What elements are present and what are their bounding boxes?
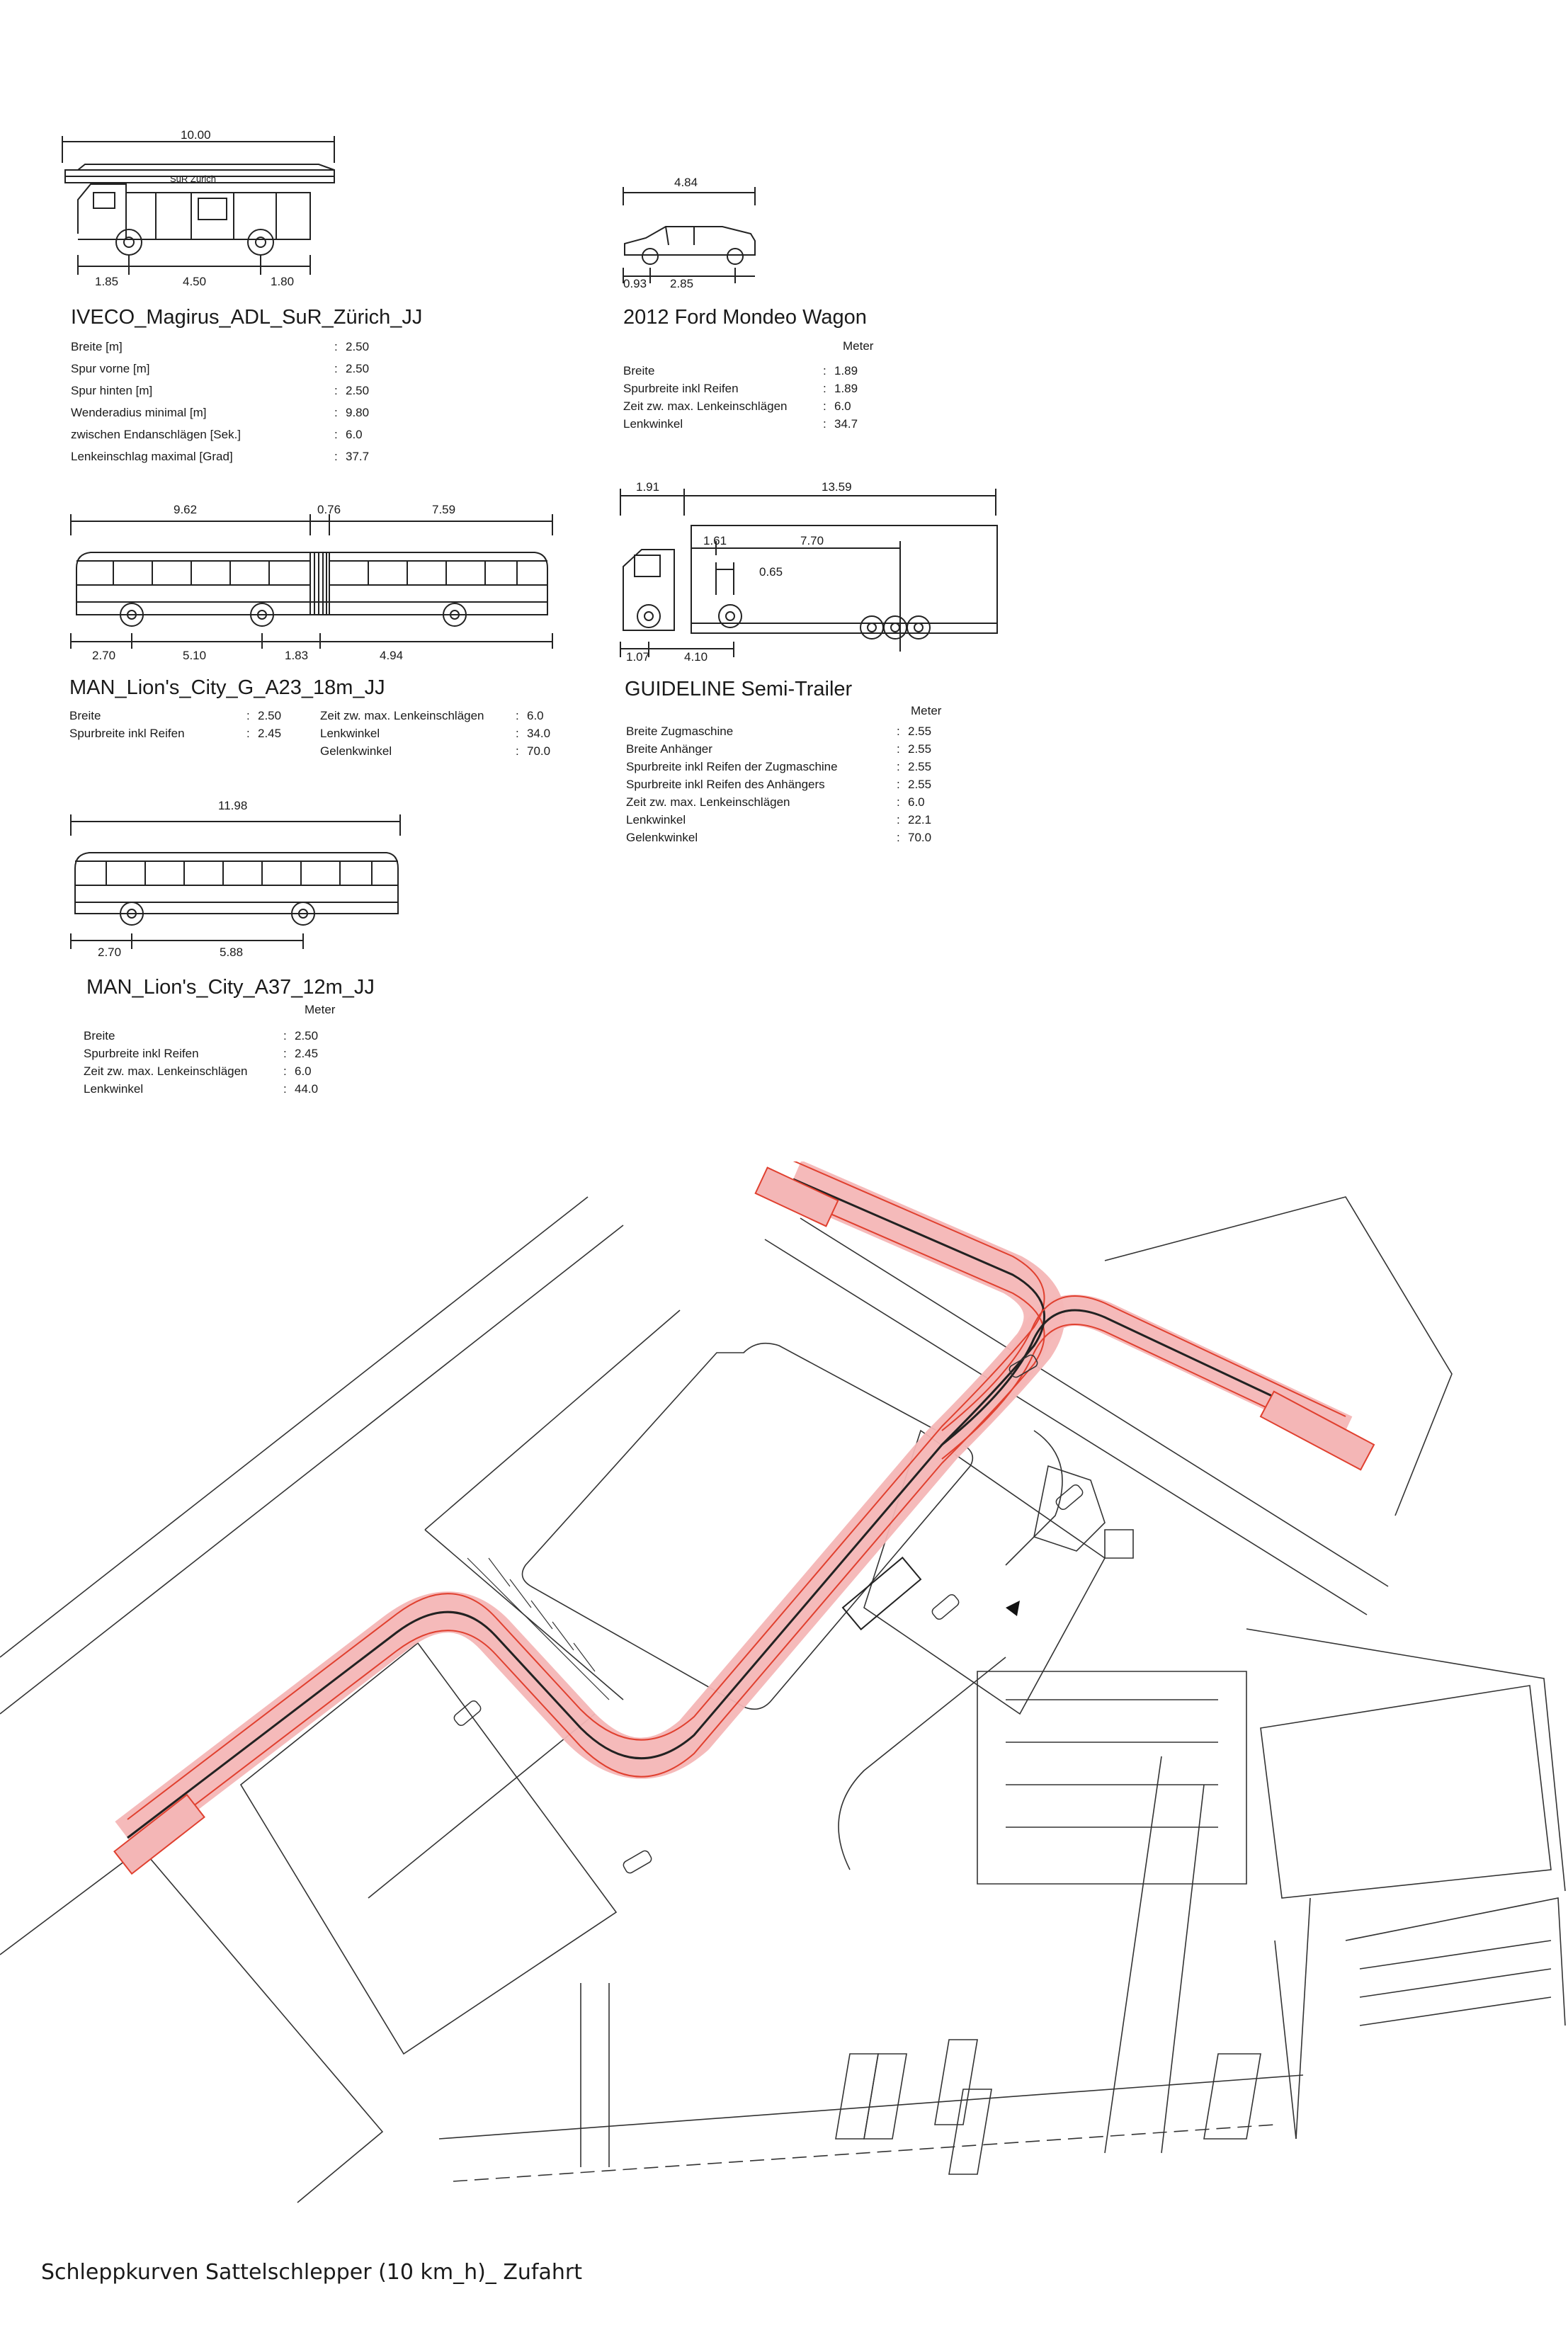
spec-label: Spur hinten [m] [71,384,153,397]
semi-drawing [613,482,1010,666]
spec-value: 1.89 [834,364,858,377]
ford-unit-label: Meter [843,339,874,353]
spec-label: Breite [623,364,655,377]
spec-label: Breite Anhänger [626,742,712,756]
spec-row: Spurbreite inkl Reifen der Zugmaschine : 2.55 [626,758,931,776]
spec-label: Gelenkwinkel [626,831,698,844]
spec-value: 6.0 [527,709,544,722]
spec-row: Lenkwinkel : 34.7 [623,415,858,433]
spec-label: zwischen Endanschlägen [Sek.] [71,428,242,441]
spec-label: Gelenkwinkel [320,744,392,758]
spec-value: 2.50 [295,1029,319,1043]
semi-axle-dim: 1.07 [626,650,650,664]
man12-drawing [64,800,432,963]
man12-overall-dim: 11.98 [218,799,248,812]
spec-row: Breite : 1.89 [623,362,858,380]
man12-title: MAN_Lion's_City_A37_12m_JJ [86,976,375,999]
spec-value: 2.50 [258,709,282,722]
spec-row: Spurbreite inkl Reifen : 1.89 [623,380,858,397]
spec-row: Zeit zw. max. Lenkeinschlägen : 6.0 [626,793,931,811]
spec-row: Breite : 2.50 [84,1027,318,1045]
semi-axle-dim: 4.10 [684,650,708,664]
spec-value: 2.50 [346,362,370,375]
spec-label: Spurbreite inkl Reifen des Anhängers [626,778,825,791]
spec-value: 34.7 [834,417,858,431]
spec-label: Lenkeinschlag maximal [Grad] [71,450,233,463]
semi-unit-label: Meter [911,704,942,717]
spec-label: Wenderadius minimal [m] [71,406,207,419]
spec-row: Spurbreite inkl Reifen : 2.45 [84,1045,318,1062]
iveco-axle-dim: 4.50 [183,275,207,288]
iveco-badge: SuR Zürich [170,174,217,184]
spec-row: Lenkwinkel : 34.0 [320,725,550,742]
spec-row: Breite Zugmaschine : 2.55 [626,722,931,740]
ford-spec-table [623,362,858,433]
spec-row: Lenkeinschlag maximal [Grad] : 37.7 [71,445,369,467]
ford-axle-dim: 2.85 [670,277,694,290]
spec-label: Lenkwinkel [626,813,686,826]
spec-row: Zeit zw. max. Lenkeinschlägen : 6.0 [320,707,550,725]
semi-title: GUIDELINE Semi-Trailer [625,678,853,700]
semi-top-dim: 13.59 [822,480,852,494]
spec-row: Spurbreite inkl Reifen des Anhängers : 2.55 [626,776,931,793]
ford-overall-dim: 4.84 [674,176,698,189]
spec-value: 2.55 [908,760,932,773]
spec-label: Breite [69,709,101,722]
spec-row: Spur vorne [m] : 2.50 [71,358,369,380]
spec-value: 2.50 [346,340,370,353]
spec-value: 1.89 [834,382,858,395]
spec-value: 70.0 [527,744,551,758]
spec-row: Breite : 2.50 [69,707,281,725]
man12-unit-label: Meter [305,1003,336,1016]
spec-label: Spurbreite inkl Reifen der Zugmaschine [626,760,838,773]
site-plan [0,1161,1568,2309]
spec-row: Gelenkwinkel : 70.0 [320,742,550,760]
man12-axle-dim: 2.70 [98,945,122,959]
man12-axle-dim: 5.88 [220,945,244,959]
iveco-axle-dim: 1.85 [95,275,119,288]
spec-value: 2.50 [346,384,370,397]
man18-axle-dim: 5.10 [183,649,207,662]
man18-top-dim: 0.76 [317,503,341,516]
spec-value: 2.55 [908,725,932,738]
plan-caption: Schleppkurven Sattelschlepper (10 km_h)_ Zufahrt [41,2260,582,2285]
semi-spec-table [626,722,931,846]
spec-label: Breite [m] [71,340,123,353]
spec-value: 2.45 [258,727,282,740]
spec-value: 6.0 [834,399,851,413]
spec-label: Zeit zw. max. Lenkeinschlägen [84,1064,248,1078]
spec-row: Lenkwinkel : 44.0 [84,1080,318,1098]
man18-spec-left [69,707,281,742]
spec-row: Breite Anhänger : 2.55 [626,740,931,758]
man18-axle-dim: 4.94 [380,649,404,662]
spec-value: 6.0 [295,1064,312,1078]
iveco-overall-dim: 10.00 [181,128,211,142]
spec-value: 6.0 [908,795,925,809]
spec-row: Spurbreite inkl Reifen : 2.45 [69,725,281,742]
spec-row: Breite [m] : 2.50 [71,336,369,358]
spec-label: Zeit zw. max. Lenkeinschlägen [320,709,484,722]
man18-spec-right [320,707,550,760]
spec-row: Wenderadius minimal [m] : 9.80 [71,402,369,424]
man18-axle-dim: 1.83 [285,649,309,662]
iveco-spec-table [71,336,369,467]
spec-row: zwischen Endanschlägen [Sek.] : 6.0 [71,424,369,445]
spec-label: Breite Zugmaschine [626,725,734,738]
spec-label: Lenkwinkel [320,727,380,740]
spec-label: Breite [84,1029,115,1043]
spec-value: 2.45 [295,1047,319,1060]
spec-label: Lenkwinkel [623,417,683,431]
man18-top-dim: 7.59 [432,503,456,516]
spec-label: Spur vorne [m] [71,362,150,375]
swept-path [114,1161,1374,1874]
iveco-axle-dim: 1.80 [271,275,295,288]
spec-row: Zeit zw. max. Lenkeinschlägen : 6.0 [623,397,858,415]
spec-label: Spurbreite inkl Reifen [69,727,185,740]
iveco-drawing [50,127,418,290]
spec-label: Spurbreite inkl Reifen [623,382,739,395]
spec-value: 2.55 [908,742,932,756]
spec-label: Zeit zw. max. Lenkeinschlägen [626,795,790,809]
semi-inner-dim: 0.65 [759,565,783,579]
spec-value: 44.0 [295,1082,319,1096]
spec-row: Gelenkwinkel : 70.0 [626,829,931,846]
ford-title: 2012 Ford Mondeo Wagon [623,306,867,329]
ford-axle-dim: 0.93 [623,277,647,290]
man18-axle-dim: 2.70 [92,649,116,662]
man12-spec-table [84,1027,318,1098]
spec-row: Lenkwinkel : 22.1 [626,811,931,829]
spec-label: Zeit zw. max. Lenkeinschlägen [623,399,788,413]
iveco-title: IVECO_Magirus_ADL_SuR_Zürich_JJ [71,306,423,329]
spec-row: Spur hinten [m] : 2.50 [71,380,369,402]
spec-label: Spurbreite inkl Reifen [84,1047,199,1060]
semi-inner-dim: 7.70 [800,534,824,547]
spec-value: 70.0 [908,831,932,844]
man18-drawing [64,496,574,659]
ford-drawing [609,177,779,290]
spec-value: 6.0 [346,428,363,441]
man18-top-dim: 9.62 [174,503,198,516]
spec-label: Lenkwinkel [84,1082,144,1096]
spec-value: 37.7 [346,450,370,463]
spec-value: 22.1 [908,813,932,826]
semi-inner-dim: 1.61 [703,534,727,547]
spec-row: Zeit zw. max. Lenkeinschlägen : 6.0 [84,1062,318,1080]
semi-top-dim: 1.91 [636,480,660,494]
spec-value: 2.55 [908,778,932,791]
man18-title: MAN_Lion's_City_G_A23_18m_JJ [69,676,385,699]
spec-value: 34.0 [527,727,551,740]
spec-value: 9.80 [346,406,370,419]
